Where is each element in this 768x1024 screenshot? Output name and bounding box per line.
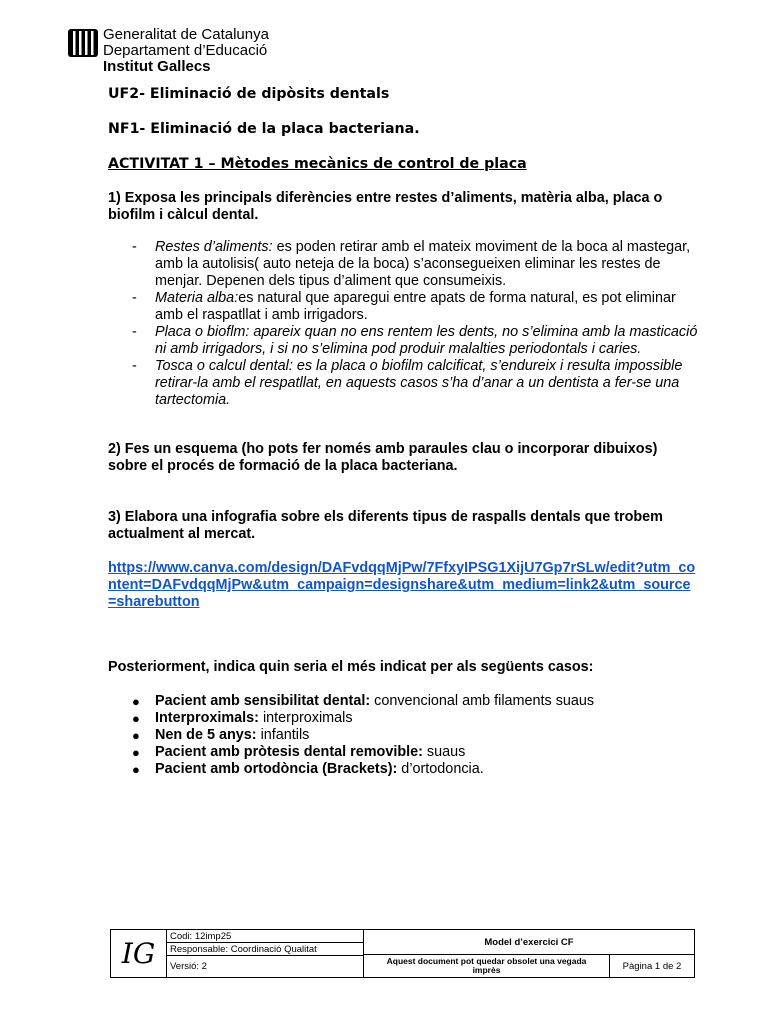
question-2: 2) Fes un esquema (ho pots fer només amb paraules clau o incorporar dibuixos) sobre el procés de formació de la placa bacteriana.: [108, 441, 658, 474]
answer-term: Placa o bioflm: apareix quan no ens rentem les dents, no s’elimina amb la masticació ni amb irrigadors, i si no s’elimina pod produir malalties periodontals i caries.: [155, 324, 698, 357]
activity-title: ACTIVITAT 1 – Mètodes mecànics de control de placa: [108, 156, 527, 172]
case-value: infantils: [256, 727, 310, 743]
case-value: d’ortodoncia.: [397, 761, 484, 777]
footer-responsible: Responsable: Coordinació Qualitat: [167, 943, 363, 956]
footer-table: [110, 929, 695, 978]
case-label: Pacient amb ortodòncia (Brackets):: [155, 761, 398, 777]
question-3: 3) Elabora una infografia sobre els diferents tipus de raspalls dentals que trobem actualment al mercat.: [108, 509, 663, 542]
answer-list: [108, 239, 698, 409]
question-4: Posteriorment, indica quin seria el més indicat per als següents casos:: [108, 659, 594, 675]
answer-text: es natural que aparegui entre apats de forma natural, es pot eliminar amb el raspatllat i amb irrigadors.: [155, 290, 676, 323]
case-value: interproximals: [258, 710, 353, 726]
list-item: [108, 290, 698, 324]
canva-link[interactable]: https://www.canva.com/design/DAFvdqqMjPw/7FfxyIPSG1XijU7Gp7rSLw/edit?utm_content=DAFvdqqMjPw&utm_campaign=designshare&utm_medium=link2&utm_source=sharebutton: [108, 560, 696, 610]
answer-term: Materia alba:: [155, 290, 239, 306]
case-value: suaus: [422, 744, 466, 760]
case-label: Interproximals:: [155, 710, 259, 726]
footer-model: Model d’exercici CF: [364, 930, 694, 955]
footer-version: Versió: 2: [170, 961, 207, 972]
case-label: Pacient amb pròtesis dental removible:: [155, 744, 423, 760]
list-item: [108, 710, 698, 727]
ig-logo: IG: [111, 930, 167, 977]
list-item: [108, 761, 698, 778]
list-item: [108, 358, 698, 409]
org-name: Generalitat de Catalunya: [103, 26, 269, 43]
footer-code: Codi: 12imp25: [167, 930, 363, 943]
list-item: [108, 324, 698, 358]
list-item: [108, 693, 698, 710]
answer-term: Tosca o calcul dental: es la placa o biofilm calcificat, s’endureix i resulta impossible retirar-la amb el respatllat, en aquests casos s’ha d’anar a un dentista a fer-se una tartectomia.: [155, 358, 683, 408]
footer-page-number: Pàgina 1 de 2: [622, 960, 682, 972]
cases-list: [108, 693, 698, 778]
answer-text: es poden retirar amb el mateix moviment de la boca al mastegar, amb la autolisis( auto neteja de la boca) s’aconsegueixen eliminar les restes de menjar. Depenen dels tipus d’aliment que consumeixis.: [155, 239, 691, 289]
case-label: Nen de 5 anys:: [155, 727, 257, 743]
unit-title: UF2- Eliminació de dipòsits dentals: [108, 86, 390, 102]
department-name: Departament d’Educació: [103, 42, 268, 59]
institute-name: Institut Gallecs: [103, 58, 211, 75]
list-item: [108, 744, 698, 761]
generalitat-logo-icon: [68, 27, 98, 59]
case-value: convencional amb filaments suaus: [370, 693, 595, 709]
answer-term: Restes d’aliments:: [155, 239, 273, 255]
case-label: Pacient amb sensibilitat dental:: [155, 693, 371, 709]
footer-obsolete-note: Aquest document pot quedar obsolet una vegada imprès: [364, 955, 610, 977]
section-title: NF1- Eliminació de la placa bacteriana.: [108, 121, 420, 137]
list-item: [108, 727, 698, 744]
question-1: 1) Exposa les principals diferències entre restes d’aliments, matèria alba, placa o biofilm i càlcul dental.: [108, 190, 663, 223]
list-item: [108, 239, 698, 290]
